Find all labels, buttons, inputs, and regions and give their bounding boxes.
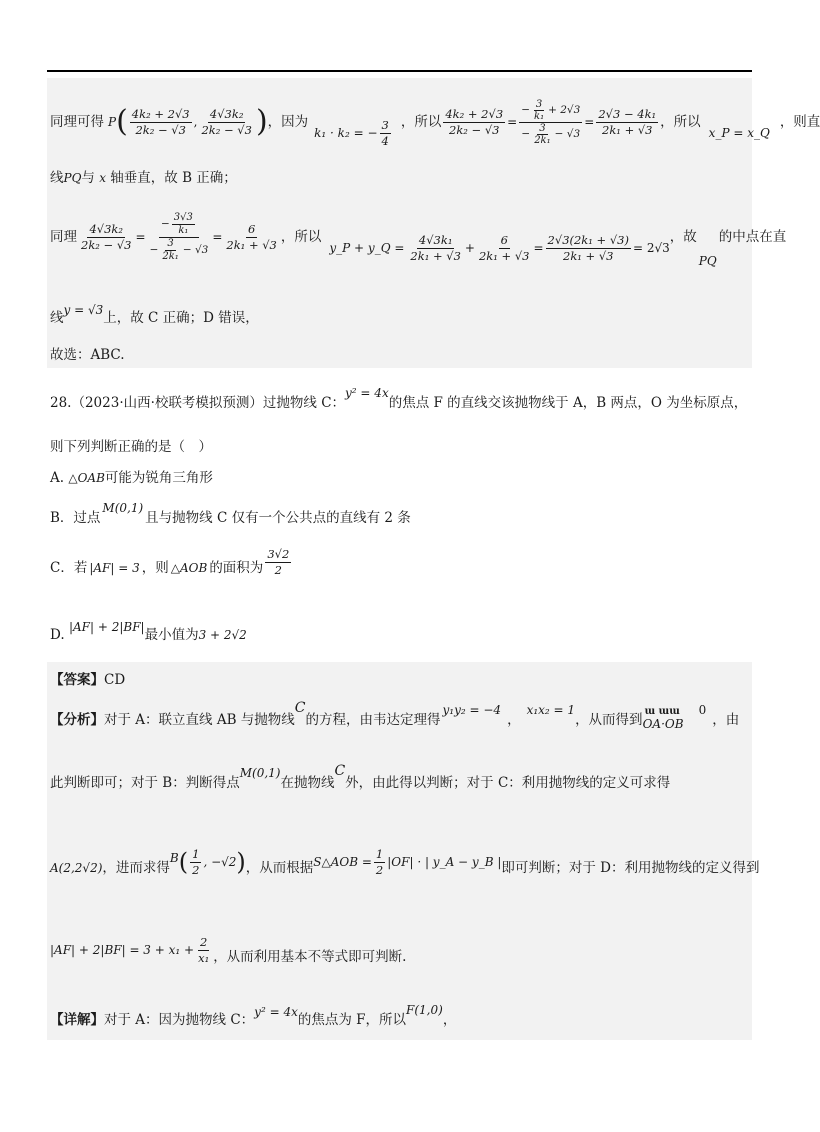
detail-line-1: 【详解】对于 A：因为抛物线 C：y² = 4x的焦点为 F，所以F(1,0)， [50, 1003, 457, 1028]
analysis-line-3: A(2,2√2) ，进而求得 B ( $\frac{1}{2}$ , −√2 ) ，从而根据 S△AOB = $\frac{1}{2}$ |OF| · | y_A − y_B | 即可判断；对于 D：利用抛物线的定义得到 [50, 846, 760, 877]
question-stem-line-2: 则下列判断正确的是（ ） [50, 439, 212, 455]
question-stem-line-1: 28.（2023·山西·校联考模拟预测）过抛物线 C：y² = 4x的焦点 F 的直线交该抛物线于 A，B 两点，O 为坐标原点， [50, 386, 748, 411]
analysis-line-2: 此判断即可；对于 B：判断得点M(0,1)在抛物线C外，由此得以判断；对于 C：利用抛物线的定义可求得 [50, 763, 671, 791]
top-rule [47, 70, 752, 72]
solution-line-4: 线y = √3上，故 C 正确；D 错误， [50, 303, 259, 326]
option-a: A. △OAB可能为锐角三角形 [50, 470, 213, 486]
solution-line-5: 故选：ABC. [50, 347, 125, 363]
analysis-line-1: 【分析】对于 A：联立直线 AB 与抛物线C的方程，由韦达定理得y₁y₂ = −4，x₁x₂ = 1，从而得到 ɯ ɯɯ OA·OB 0，由 [50, 700, 740, 731]
option-b: B．过点M(0,1)且与抛物线 C 仅有一个公共点的直线有 2 条 [50, 501, 411, 526]
solution-line-2: 线PQ与 x 轴垂直，故 B 正确； [50, 170, 237, 186]
solution-line-3: 同理 $\frac{\text{4√3k₂}}{\text{2k₂ − √3}}$ = − $\frac{3√3}{\text{k₁}}$ − $\frac{3}{\text{2k₁}}$ − √3 = $\frac{6}{\text{2k₁ + √3}}$ ，所以 y_P + y_Q = $\frac{\text{4√3k₁}}{\text{2k₁ + √3}}$ + $\frac{6}{\text{2k₁ + √3}}$ = $\frac{\text{2√3(2k₁ + √3)}}{\text{2k₁ + √3}}$ = 2√3 ，故 PQ 的中点在直 [50, 211, 787, 268]
analysis-line-4: |AF| + 2|BF| = 3 + x₁ + $\frac{2}{\text{x₁}}$ ，从而利用基本不等式即可判断. [50, 934, 407, 965]
answer-line: 【答案】CD [50, 672, 126, 688]
solution-line-1: 同理可得 P ( $\frac{\text{4k₂ + 2√3}}{\text{2k₂ − √3}}$ , $\frac{\text{4√3k₂}}{\text{2k₂ − √3}}$ ) ，因为 k₁ · k₂ = − $\frac{3}{4}$ ，所以 $\frac{\text{4k₂ + 2√3}}{\text{2k₂ − √3}}$ = − $\frac{3}{\text{k₁}}$ + 2√3 − $\frac{3}{\text{2k₁}}$ − √3 = $\frac{\text{2√3 − 4k₁}}{\text{2k₁ + √3}}$ ，所以 x_P = x_Q ，则直 [50, 98, 820, 148]
option-c: C．若 |AF| = 3 ，则 △AOB 的面积为 $\frac{3√2}{2}$ [50, 546, 290, 577]
option-d: D. |AF| + 2|BF|最小值为3 + 2√2 [50, 620, 247, 643]
